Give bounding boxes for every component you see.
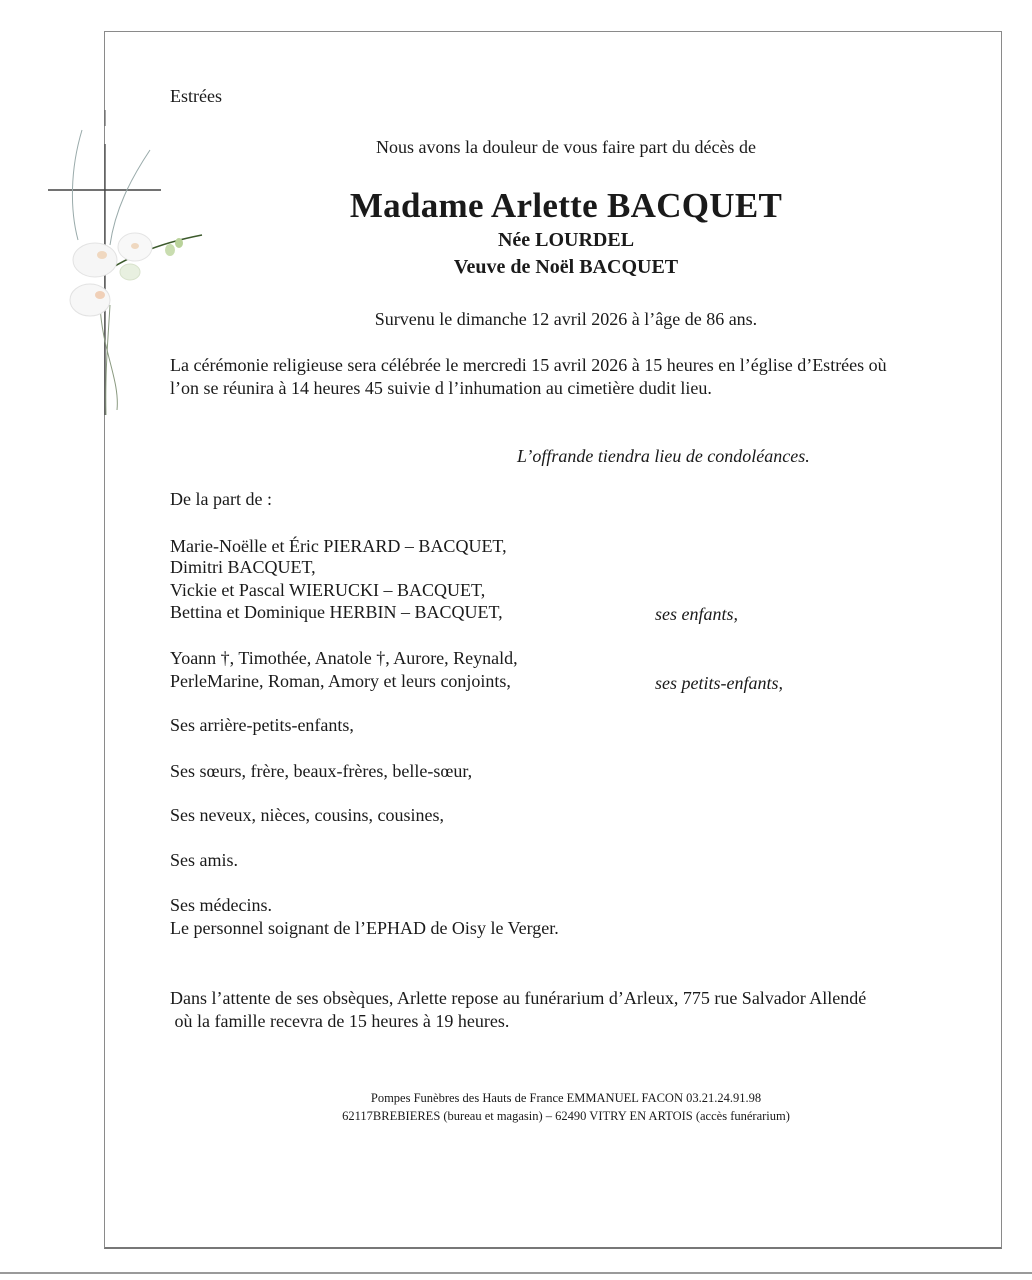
grandchild-names: PerleMarine, Roman, Amory et leurs conjoints, bbox=[170, 671, 511, 691]
page-edge-rule bbox=[0, 1272, 1032, 1274]
nephews-cousins: Ses neveux, nièces, cousins, cousines, bbox=[170, 805, 444, 825]
siblings: Ses sœurs, frère, beaux-frères, belle-sœur, bbox=[170, 761, 473, 781]
visitation-line-1: Dans l’attente de ses obsèques, Arlette repose au funérarium d’Arleux, 775 rue Salvador Allendé bbox=[170, 988, 867, 1008]
care-staff: Le personnel soignant de l’EPHAD de Oisy le Verger. bbox=[170, 918, 559, 938]
great-grandchildren: Ses arrière-petits-enfants, bbox=[170, 715, 354, 735]
children-label: ses enfants, bbox=[655, 604, 738, 624]
child-name: Dimitri BACQUET, bbox=[170, 557, 316, 577]
from-label: De la part de : bbox=[170, 489, 272, 509]
grandchildren-label: ses petits-enfants, bbox=[655, 673, 783, 693]
grandchild-names: Yoann †, Timothée, Anatole †, Aurore, Reynald, bbox=[170, 648, 518, 668]
location: Estrées bbox=[170, 86, 222, 106]
maiden-name: Née LOURDEL bbox=[497, 229, 635, 251]
ceremony-line-2: l’on se réunira à 14 heures 45 suivie d l’inhumation au cimetière dudit lieu. bbox=[170, 378, 712, 398]
child-name: Vickie et Pascal WIERUCKI – BACQUET, bbox=[170, 580, 486, 600]
child-name: Marie-Noëlle et Éric PIERARD – BACQUET, bbox=[170, 536, 507, 556]
deceased-name: Madame Arlette BACQUET bbox=[349, 186, 783, 225]
funeral-home-line-1: Pompes Funèbres des Hauts de France EMMANUEL FACON 03.21.24.91.98 bbox=[370, 1091, 762, 1105]
friends: Ses amis. bbox=[170, 850, 239, 870]
visitation-line-2: où la famille recevra de 15 heures à 19 heures. bbox=[170, 1011, 510, 1031]
child-name: Bettina et Dominique HERBIN – BACQUET, bbox=[170, 602, 503, 622]
offering-note: L’offrande tiendra lieu de condoléances. bbox=[517, 446, 810, 466]
death-notice: Survenu le dimanche 12 avril 2026 à l’âge de 86 ans. bbox=[374, 309, 758, 329]
doctors: Ses médecins. bbox=[170, 895, 272, 915]
funeral-home-line-2: 62117BREBIERES (bureau et magasin) – 62490 VITRY EN ARTOIS (accès funérarium) bbox=[342, 1109, 790, 1123]
ceremony-line-1: La cérémonie religieuse sera célébrée le mercredi 15 avril 2026 à 15 heures en l’église d’Estrées où bbox=[170, 355, 887, 375]
widow-of: Veuve de Noël BACQUET bbox=[453, 256, 679, 278]
intro-text: Nous avons la douleur de vous faire part du décès de bbox=[376, 137, 756, 157]
